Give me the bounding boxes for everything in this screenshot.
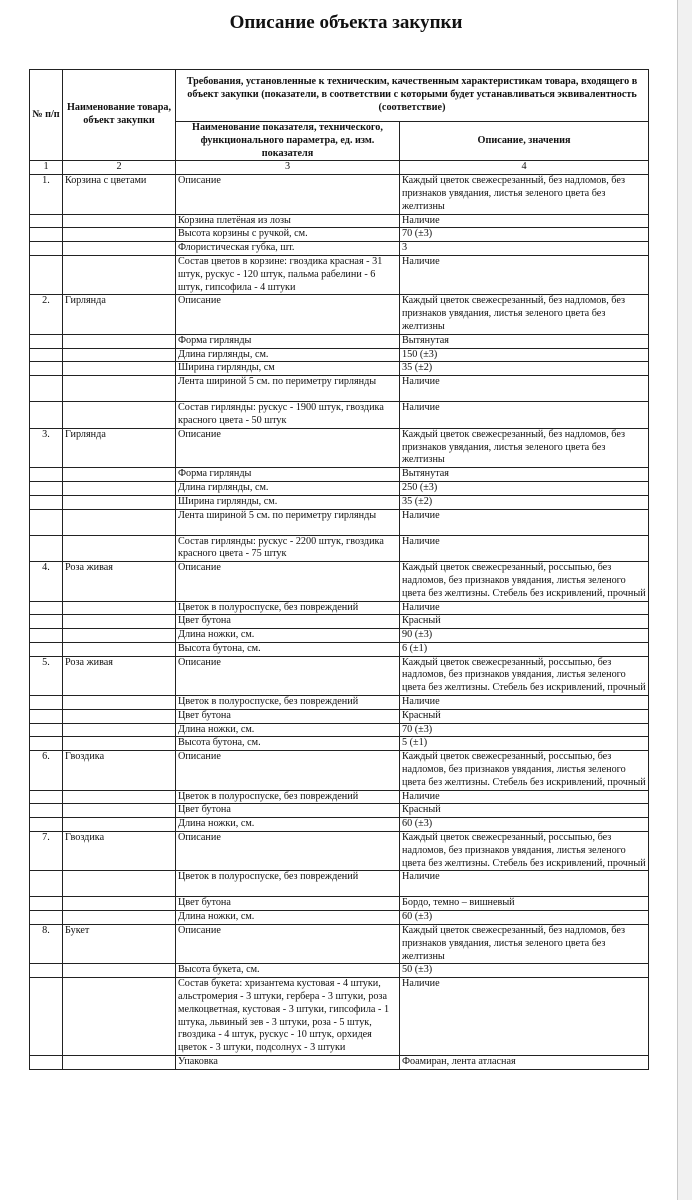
item-name (63, 509, 176, 535)
param-name: Длина ножки, см. (176, 818, 400, 832)
param-name: Описание (176, 175, 400, 214)
item-number (30, 535, 63, 562)
item-name (63, 1056, 176, 1070)
item-name (63, 348, 176, 362)
param-value: 35 (±2) (400, 362, 649, 376)
table-row (30, 751, 649, 790)
param-value: Красный (400, 615, 649, 629)
item-name: Гирлянда (63, 428, 176, 467)
param-name: Цветок в полуроспуске, без повреждений (176, 696, 400, 710)
item-number (30, 615, 63, 629)
table-row (30, 428, 649, 467)
table-row (30, 376, 649, 402)
item-name (63, 737, 176, 751)
table-row (30, 468, 649, 482)
item-number (30, 228, 63, 242)
item-name (63, 468, 176, 482)
procurement-table (29, 69, 649, 1070)
table-row (30, 709, 649, 723)
header-name: Наименование товара, объект закупки (63, 70, 176, 161)
param-name: Высота корзины с ручкой, см. (176, 228, 400, 242)
param-value: Вытянутая (400, 334, 649, 348)
param-name: Описание (176, 562, 400, 601)
param-name: Цветок в полуроспуске, без повреждений (176, 601, 400, 615)
param-name: Цвет бутона (176, 615, 400, 629)
param-value: 70 (±3) (400, 723, 649, 737)
table-row (30, 334, 649, 348)
table-row (30, 562, 649, 601)
param-value: Наличие (400, 535, 649, 562)
item-number (30, 696, 63, 710)
header-param: Наименование показателя, технического, функционального параметра, ед. изм. показателя (176, 122, 400, 161)
param-name: Описание (176, 295, 400, 334)
item-name (63, 804, 176, 818)
param-value: 35 (±2) (400, 495, 649, 509)
table-row (30, 629, 649, 643)
item-number (30, 334, 63, 348)
item-number: 5. (30, 656, 63, 695)
param-value: Наличие (400, 402, 649, 429)
param-value: Наличие (400, 696, 649, 710)
param-value: Каждый цветок свежесрезанный, без надломов, без признаков увядания, листья зеленого цвета без желтизны (400, 175, 649, 214)
param-value: 150 (±3) (400, 348, 649, 362)
item-name (63, 978, 176, 1056)
item-name (63, 242, 176, 256)
item-number (30, 871, 63, 897)
item-name: Корзина с цветами (63, 175, 176, 214)
table-row (30, 402, 649, 429)
table-row (30, 242, 649, 256)
item-name (63, 376, 176, 402)
header-index-1: 1 (30, 161, 63, 175)
item-number (30, 804, 63, 818)
item-number (30, 911, 63, 925)
page-title: Описание объекта закупки (229, 12, 463, 33)
param-value: Каждый цветок свежесрезанный, россыпью, без надломов, без признаков увядания, листья зеленого цвета без желтизны. Стебель без искривлений, прочный (400, 832, 649, 871)
table-row (30, 362, 649, 376)
param-name: Цвет бутона (176, 804, 400, 818)
header-requirements: Требования, установленные к техническим, качественным характеристикам товара, входящего в объект закупки (показатели, в соответствии с которыми будет устанавливаться эквивалентность (соответствие) (176, 70, 649, 122)
table-row (30, 495, 649, 509)
param-name: Описание (176, 925, 400, 964)
param-name: Корзина плетёная из лозы (176, 214, 400, 228)
param-name: Длина ножки, см. (176, 911, 400, 925)
param-name: Форма гирлянды (176, 468, 400, 482)
param-name: Цвет бутона (176, 897, 400, 911)
item-number: 1. (30, 175, 63, 214)
header-index-3: 3 (176, 161, 400, 175)
item-number (30, 495, 63, 509)
param-name: Состав букета: хризантема кустовая - 4 штуки, альстромерия - 3 штуки, гербера - 3 штуки, роза мелкоцветная, кустовая - 3 штуки, гипсофила - 1 штука, львиный зев - 3 штуки, роза - 5 штук, гвоздика - 4 штук, рускус - 10 штук, орхидея цветок - 3 штуки, подсолнух - 3 штуки (176, 978, 400, 1056)
param-value: Каждый цветок свежесрезанный, россыпью, без надломов, без признаков увядания, листья зеленого цвета без желтизны. Стебель без искривлений, прочный (400, 656, 649, 695)
item-name (63, 696, 176, 710)
table-row (30, 348, 649, 362)
table-row (30, 978, 649, 1056)
table-body (30, 175, 649, 1070)
param-value: Каждый цветок свежесрезанный, россыпью, без надломов, без признаков увядания, листья зеленого цвета без желтизны. Стебель без искривлений, прочный (400, 562, 649, 601)
item-number (30, 481, 63, 495)
table-row (30, 295, 649, 334)
item-number (30, 468, 63, 482)
param-value: Наличие (400, 601, 649, 615)
param-value: 60 (±3) (400, 911, 649, 925)
param-name: Лента шириной 5 см. по периметру гирлянды (176, 509, 400, 535)
table-row (30, 535, 649, 562)
param-value: 60 (±3) (400, 818, 649, 832)
table-row (30, 723, 649, 737)
param-value: Наличие (400, 509, 649, 535)
header-num: № п/п (30, 70, 63, 161)
table-row (30, 642, 649, 656)
item-name (63, 535, 176, 562)
param-name: Высота букета, см. (176, 964, 400, 978)
item-number: 6. (30, 751, 63, 790)
item-number: 3. (30, 428, 63, 467)
table-row (30, 175, 649, 214)
item-number (30, 509, 63, 535)
table-row (30, 656, 649, 695)
table-row (30, 1056, 649, 1070)
item-number: 8. (30, 925, 63, 964)
item-name (63, 601, 176, 615)
param-name: Состав гирлянды: рускус - 1900 штук, гвоздика красного цвета - 50 штук (176, 402, 400, 429)
item-name (63, 228, 176, 242)
item-name: Роза живая (63, 656, 176, 695)
item-number (30, 897, 63, 911)
param-value: Каждый цветок свежесрезанный, без надломов, без признаков увядания, листья зеленого цвета без желтизны (400, 295, 649, 334)
item-number (30, 709, 63, 723)
item-number (30, 964, 63, 978)
table-row (30, 255, 649, 294)
item-name: Гвоздика (63, 832, 176, 871)
page-edge (677, 0, 692, 1200)
param-value: 6 (±1) (400, 642, 649, 656)
header-value: Описание, значения (400, 122, 649, 161)
item-name: Гирлянда (63, 295, 176, 334)
param-name: Цвет бутона (176, 709, 400, 723)
param-value: Бордо, темно – вишневый (400, 897, 649, 911)
item-name (63, 214, 176, 228)
item-name (63, 402, 176, 429)
item-number: 4. (30, 562, 63, 601)
table-row (30, 925, 649, 964)
item-name (63, 495, 176, 509)
param-value: Каждый цветок свежесрезанный, без надломов, без признаков увядания, листья зеленого цвета без желтизны (400, 428, 649, 467)
item-name (63, 334, 176, 348)
param-value: Каждый цветок свежесрезанный, россыпью, без надломов, без признаков увядания, листья зеленого цвета без желтизны. Стебель без искривлений, прочный (400, 751, 649, 790)
param-name: Длина ножки, см. (176, 723, 400, 737)
param-name: Упаковка (176, 1056, 400, 1070)
param-name: Ширина гирлянды, см. (176, 495, 400, 509)
item-number (30, 255, 63, 294)
table-row (30, 790, 649, 804)
table-row (30, 964, 649, 978)
item-number (30, 642, 63, 656)
param-value: 50 (±3) (400, 964, 649, 978)
param-name: Высота бутона, см. (176, 642, 400, 656)
header-index-2: 2 (63, 161, 176, 175)
param-name: Длина ножки, см. (176, 629, 400, 643)
param-value: 70 (±3) (400, 228, 649, 242)
item-name (63, 723, 176, 737)
param-name: Длина гирлянды, см. (176, 481, 400, 495)
param-value: 3 (400, 242, 649, 256)
item-number (30, 402, 63, 429)
table-row (30, 818, 649, 832)
item-number (30, 242, 63, 256)
item-number: 7. (30, 832, 63, 871)
item-name (63, 255, 176, 294)
table-row (30, 228, 649, 242)
param-name: Форма гирлянды (176, 334, 400, 348)
param-name: Состав цветов в корзине: гвоздика красная - 31 штук, рускус - 120 штук, пальма рабелини - 6 штук, гипсофила - 4 штуки (176, 255, 400, 294)
param-value: Наличие (400, 214, 649, 228)
param-name: Высота бутона, см. (176, 737, 400, 751)
param-name: Состав гирлянды: рускус - 2200 штук, гвоздика красного цвета - 75 штук (176, 535, 400, 562)
item-number (30, 214, 63, 228)
item-name (63, 818, 176, 832)
param-name: Ширина гирлянды, см (176, 362, 400, 376)
item-name: Букет (63, 925, 176, 964)
item-number (30, 348, 63, 362)
item-name (63, 615, 176, 629)
param-name: Цветок в полуроспуске, без повреждений (176, 871, 400, 897)
item-name: Роза живая (63, 562, 176, 601)
param-value: Красный (400, 709, 649, 723)
item-number (30, 723, 63, 737)
item-name (63, 629, 176, 643)
param-value: Фоамиран, лента атласная (400, 1056, 649, 1070)
item-name (63, 642, 176, 656)
table-row (30, 601, 649, 615)
param-value: 90 (±3) (400, 629, 649, 643)
param-value: Наличие (400, 790, 649, 804)
table-row (30, 615, 649, 629)
table-row (30, 696, 649, 710)
param-value: 250 (±3) (400, 481, 649, 495)
table-row (30, 214, 649, 228)
item-name (63, 790, 176, 804)
item-number (30, 818, 63, 832)
param-value: Красный (400, 804, 649, 818)
item-name (63, 897, 176, 911)
table-row (30, 481, 649, 495)
table-row (30, 911, 649, 925)
item-name: Гвоздика (63, 751, 176, 790)
param-name: Описание (176, 832, 400, 871)
param-name: Описание (176, 428, 400, 467)
item-name (63, 964, 176, 978)
param-name: Лента шириной 5 см. по периметру гирлянды (176, 376, 400, 402)
item-name (63, 709, 176, 723)
item-number: 2. (30, 295, 63, 334)
param-value: Наличие (400, 255, 649, 294)
item-number (30, 629, 63, 643)
item-name (63, 362, 176, 376)
param-value: Каждый цветок свежесрезанный, без надломов, без признаков увядания, листья зеленого цвета без желтизны (400, 925, 649, 964)
param-value: Вытянутая (400, 468, 649, 482)
table-row (30, 804, 649, 818)
item-number (30, 737, 63, 751)
param-value: Наличие (400, 871, 649, 897)
item-number (30, 601, 63, 615)
table-row (30, 737, 649, 751)
param-value: Наличие (400, 376, 649, 402)
item-name (63, 481, 176, 495)
table-row (30, 871, 649, 897)
item-number (30, 362, 63, 376)
param-name: Описание (176, 656, 400, 695)
param-name: Флористическая губка, шт. (176, 242, 400, 256)
param-name: Описание (176, 751, 400, 790)
param-name: Цветок в полуроспуске, без повреждений (176, 790, 400, 804)
table-row (30, 509, 649, 535)
table-row (30, 832, 649, 871)
param-value: Наличие (400, 978, 649, 1056)
item-name (63, 911, 176, 925)
param-name: Длина гирлянды, см. (176, 348, 400, 362)
item-number (30, 978, 63, 1056)
param-value: 5 (±1) (400, 737, 649, 751)
item-number (30, 1056, 63, 1070)
item-number (30, 376, 63, 402)
item-number (30, 790, 63, 804)
table-row (30, 897, 649, 911)
header-index-4: 4 (400, 161, 649, 175)
item-name (63, 871, 176, 897)
